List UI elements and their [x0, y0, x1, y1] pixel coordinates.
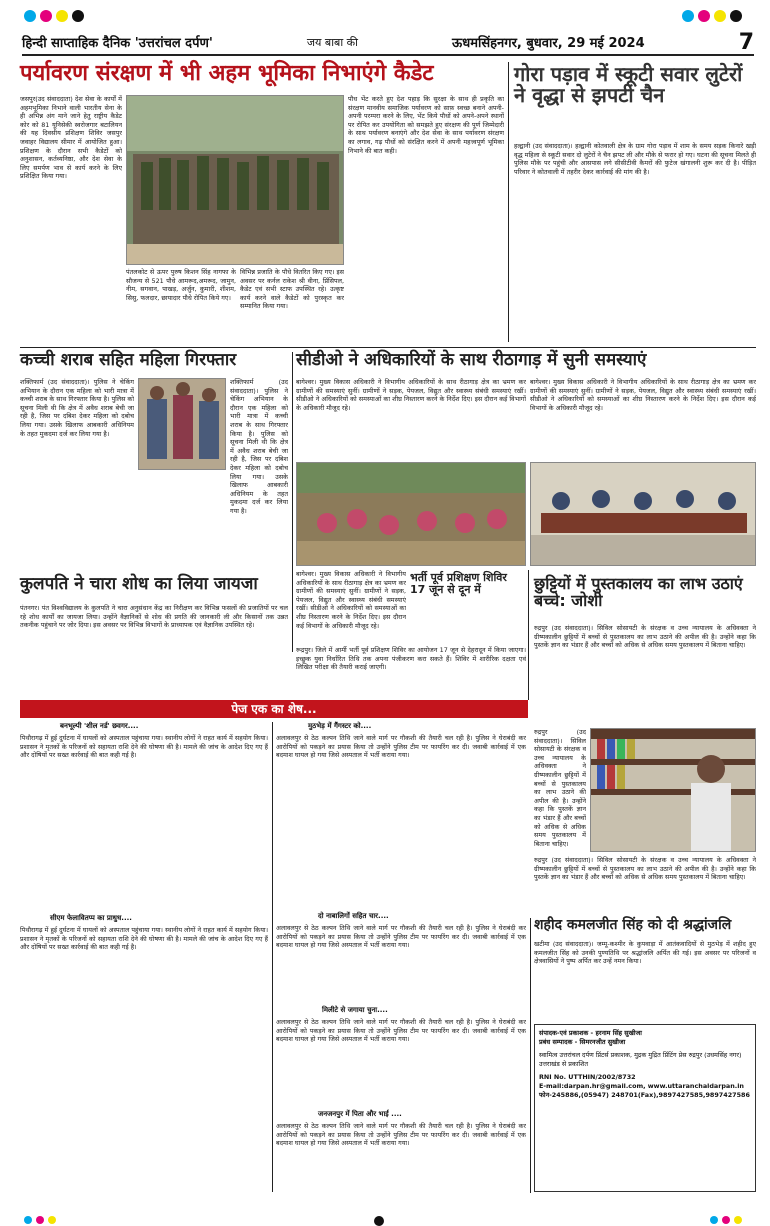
article-7-body-b: रुद्रपुर (उद संवाददाता)। सिविल सोसायटी के संरक्षक व उच्च न्यायालय के अधिवक्ता ने ग्रीष्मकालीन छुट्टियों में बच्चों से पुस्तकालय का लाभ उठाने की अपील की है। उन्होंने कहा कि पुस्तकें ज्ञान का भंडार हैं और बच्चों को अधिक से अधिक समय पुस्तकालय में बिताना चाहिए।	[534, 728, 586, 848]
feature-right-body-b: अलावलपुर से ठेठ कल्पन तिथि जाने वाले मार्ग पर गौकशी की तैयारी चल रही है। पुलिस ने घेराबंदी कर आरोपियों को पकड़ने का प्रयास किया तो उन्होंने पुलिस टीम पर फायरिंग कर दी। जवाबी कार्रवाई में एक बदमाश घायल हो गया जिसे अस्पताल में भर्ती कराया गया।	[276, 924, 526, 950]
editor-label: संपादक-एवं प्रकाशक	[539, 1029, 589, 1037]
article-5-body: पंतनगर। पंत विश्वविद्यालय के कुलपति ने चारा अनुसंधान केंद्र का निरीक्षण कर विभिन्न फसलों की प्रजातियों पर चल रहे शोध कार्यों का जायजा लिया। उन्होंने वैज्ञानिकों से शोध की प्रगति की जानकारी ली और किसानों तक उन्नत तकनीक पहुंचाने पर जोर दिया। इस अवसर पर विभिन्न विभागों के प्राध्यापक एवं वैज्ञानिक उपस्थित रहे।	[20, 604, 288, 630]
magenta-dot	[36, 1216, 44, 1224]
article-4-body: बागेश्वर। मुख्य विकास अधिकारी ने विभागीय अधिकारियों के साथ रीठागाड़ क्षेत्र का भ्रमण कर ग्रामीणों की समस्याएं सुनीं। ग्रामीणों ने सड़क, पेयजल, विद्युत और स्वास्थ्य संबंधी समस्याएं रखीं। सीडीओ ने अधिकारियों को समस्याओं का शीघ्र निस्तारण करने के निर्देश दिए। इस दौरान कई विभागों के अधिकारी मौजूद रहे।	[296, 378, 526, 412]
article-3-body-b: शक्तिफार्म (उद संवाददाता)। पुलिस ने चेकिंग अभियान के दौरान एक महिला को भारी मात्रा में कच्ची शराब के साथ गिरफ्तार किया है। पुलिस को सूचना मिली थी कि क्षेत्र में अवैध शराब बेची जा रही है, जिस पर दबिश देकर महिला को दबोच लिया गया। उसके खिलाफ आबकारी अधिनियम के तहत मुकदमा दर्ज कर लिया गया है।	[230, 378, 288, 515]
cyan-dot	[710, 1216, 718, 1224]
magenta-dot	[40, 10, 52, 22]
article-1-body-col4: पौध भेंट करते हुए देश पहाड़ कि सुरक्षा के साथ ही प्रकृति का संरक्षण मानवीय समाजिक पर्यावरण को साफ़ स्वच्छ बनाने अपनी-अपनी परम्परा करने के लिए, भेंट किये पौधों को अपने-अपने स्थानों पर रोपित कर उपयोगिता को समझते हुए संरक्षण की पूर्ण जिम्मेदारी के साथ पर्यावरण बनाएंगे और देश सेवा के साथ पर्यावरण संरक्षण का लगाव, गढ़ पौधों को संरक्षित करने में अपनी महत्त्वपूर्ण भूमिका निभाने की बात कही।	[348, 95, 504, 155]
article-1-headline: पर्यावरण संरक्षण में भी अहम भूमिका निभाएंगे कैडेट	[20, 61, 434, 86]
registration-marks	[0, 6, 770, 24]
arrest-photo	[138, 378, 226, 470]
cyan-dot	[682, 10, 694, 22]
cyan-dot	[24, 10, 36, 22]
black-dot	[730, 10, 742, 22]
feature-left-body-b: पिथौरागढ़ में हुई दुर्घटना में घायलों को अस्पताल पहुंचाया गया। स्थानीय लोगों ने राहत कार्य में सहयोग किया। प्रशासन ने मृतकों के परिजनों को सहायता राशि देने की घोषणा की है। मामले की जांच के आदेश दिए गए हैं और दोषियों पर सख्त कार्रवाई की बात कही गई है।	[20, 926, 268, 952]
yellow-dot	[734, 1216, 742, 1224]
paper-name: हिन्दी साप्ताहिक दैनिक 'उत्तरांचल दर्पण'	[22, 36, 213, 51]
feature-right-body-c: अलावलपुर से ठेठ कल्पन तिथि जाने वाले मार्ग पर गौकशी की तैयारी चल रही है। पुलिस ने घेराबंदी कर आरोपियों को पकड़ने का प्रयास किया तो उन्होंने पुलिस टीम पर फायरिंग कर दी। जवाबी कार्रवाई में एक बदमाश घायल हो गया जिसे अस्पताल में भर्ती कराया गया।	[276, 1018, 526, 1044]
article-4-headline: सीडीओ ने अधिकारियों के साथ रीठागाड़ में सुनी समस्याएं	[296, 350, 647, 370]
arrest-photo-image	[139, 379, 226, 470]
feature-right-sub-2: दो नाबालिगों सहित चार....	[318, 912, 389, 920]
section-rule	[20, 347, 756, 348]
imprint-regd: RNI No. UTTHIN/2002/8732	[539, 1073, 636, 1081]
feature-left-sub-2: सीएम फेलावितप्प का प्राधुध....	[50, 914, 132, 922]
publisher-label: प्रबंध सम्पादक	[539, 1038, 573, 1046]
cdo-visit-photo-2-image	[531, 463, 756, 566]
masthead	[22, 30, 754, 56]
motto: जय बाबा की	[306, 35, 358, 49]
feature-right-body-d: अलावलपुर से ठेठ कल्पन तिथि जाने वाले मार्ग पर गौकशी की तैयारी चल रही है। पुलिस ने घेराबंदी कर आरोपियों को पकड़ने का प्रयास किया तो उन्होंने पुलिस टीम पर फायरिंग कर दी। जवाबी कार्रवाई में एक बदमाश घायल हो गया जिसे अस्पताल में भर्ती कराया गया।	[276, 1122, 526, 1148]
article-8-headline: शहीद कमलजीत सिंह को दी श्रद्धांजलि	[534, 917, 732, 933]
publisher-name: सिमरनजीत सुखीजा	[579, 1038, 626, 1046]
yellow-dot	[48, 1216, 56, 1224]
article-5-headline: कुलपति ने चारा शोध का लिया जायजा	[20, 574, 258, 594]
feature-band: पेज एक का शेष...	[20, 700, 528, 718]
column-divider	[272, 722, 273, 1192]
black-dot	[72, 10, 84, 22]
magenta-dot	[722, 1216, 730, 1224]
cadets-photo-image	[127, 96, 344, 265]
imprint-phone: फोन-245886,(05947) 248701(Fax),9897427585,9897427586	[539, 1091, 750, 1099]
article-3-headline: कच्ची शराब सहित महिला गिरफ्तार	[20, 350, 237, 370]
article-4-body-b: बागेश्वर। मुख्य विकास अधिकारी ने विभागीय अधिकारियों के साथ रीठागाड़ क्षेत्र का भ्रमण कर ग्रामीणों की समस्याएं सुनीं। ग्रामीणों ने सड़क, पेयजल, विद्युत और स्वास्थ्य संबंधी समस्याएं रखीं। सीडीओ ने अधिकारियों को समस्याओं का शीघ्र निस्तारण करने के निर्देश दिए। इस दौरान कई विभागों के अधिकारी मौजूद रहे।	[530, 378, 756, 412]
article-7-headline: छुट्टियों में पुस्तकालय का लाभ उठाएं बच्चे: जोशी	[534, 574, 743, 610]
article-6-body: रूद्रपुर। जिले में आर्मी भर्ती पूर्व प्रशिक्षण शिविर का आयोजन 17 जून से देहरादून में किया जाएगा। इच्छुक युवा निर्धारित तिथि तक अपना पंजीकरण करा सकते हैं। शिविर में शारीरिक दक्षता एवं लिखित परीक्षा की तैयारी कराई जाएगी।	[296, 646, 526, 672]
feature-right-sub-1: मुठभेड़ में गैंगस्टर को....	[308, 722, 372, 730]
article-2-body: हल्द्वानी (उद संवाददाता)। हल्द्वानी कोतवाली क्षेत्र के ग्राम गोरा पड़ाव में शाम के समय सड़क किनारे खड़ी वृद्ध महिला से स्कूटी सवार दो लुटेरों ने चैन झपट ली और मौके से फरार हो गए। घटना की सूचना मिलते ही पुलिस मौके पर पहुंची और आसपास लगे सीसीटीवी कैमरों की फुटेज खंगालनी शुरू कर दी है। पीड़ित परिवार ने कोतवाली में तहरीर देकर कार्रवाई की मांग की है।	[514, 142, 756, 176]
imprint-address: स्वामित्व उत्तरांचल दर्पण प्रिंटर्स प्रकाशक, मुद्रक मुद्रित प्रिंटिंग प्रेस रुद्रपुर (उधमसिंह नगर) उत्तराखंड से प्रकाशित	[539, 1051, 742, 1068]
feature-left-body: पिथौरागढ़ में हुई दुर्घटना में घायलों को अस्पताल पहुंचाया गया। स्थानीय लोगों ने राहत कार्य में सहयोग किया। प्रशासन ने मृतकों के परिजनों को सहायता राशि देने की घोषणा की है। मामले की जांच के आदेश दिए गए हैं और दोषियों पर सख्त कार्रवाई की बात कही गई है।	[20, 734, 268, 760]
black-dot	[374, 1216, 384, 1226]
article-3-body: शक्तिफार्म (उद संवाददाता)। पुलिस ने चेकिंग अभियान के दौरान एक महिला को भारी मात्रा में कच्ची शराब के साथ गिरफ्तार किया है। पुलिस को सूचना मिली थी कि क्षेत्र में अवैध शराब बेची जा रही है, जिस पर दबिश देकर महिला को दबोच लिया गया। उसके खिलाफ आबकारी अधिनियम के तहत मुकदमा दर्ज कर लिया गया है।	[20, 378, 134, 438]
bottom-registration-marks	[0, 1212, 770, 1222]
article-1-body: जसपुर(उद संवाददाता) देश सेवा के कार्यों में अहमभूमिका निभाने वाली भारतीय सेना के ही अभिन्न अंग माने जाने हेतु राष्ट्रीय कैडेट कोर को 81 यूनिसेकी स्वरोजगार बटालियन की यह दिवसीय प्रशिक्षण शिविर जसपुर जवाहर विद्यालय सीमार में आयोजित हुआ। प्रशिक्षण के दौरान सभी कैडेटों को अनुशासन, कर्तव्यनिष्ठा, और देश सेवा के लिए समर्पण भाव से कार्य करने के लिए प्रशिक्षित किया गया।	[20, 95, 122, 181]
column-divider	[292, 352, 293, 652]
yellow-dot	[714, 10, 726, 22]
feature-right-body: अलावलपुर से ठेठ कल्पन तिथि जाने वाले मार्ग पर गौकशी की तैयारी चल रही है। पुलिस ने घेराबंदी कर आरोपियों को पकड़ने का प्रयास किया तो उन्होंने पुलिस टीम पर फायरिंग कर दी। जवाबी कार्रवाई में एक बदमाश घायल हो गया जिसे अस्पताल में भर्ती कराया गया।	[276, 734, 526, 760]
column-divider	[528, 570, 529, 700]
cdo-visit-photo-1-image	[297, 463, 526, 566]
cadets-photo-caption: पंतलकोट से ऊपर पुरुष किशन सिंह नागफा के सौजन्य से 521 पौधे आमरूद,अमरूद, जामुन, नीम, सगवान, पाखड़, अर्जुन, कुमारी, शीशम, सिसु, फलदार, छायादार पौधे रोपित किये गए।	[126, 268, 236, 302]
feature-right-sub-4: जनजनपुर में पिता और भाई ....	[318, 1110, 402, 1118]
feature-left-sub-1: बनभूल्पी 'शील नर्ड' छवगर....	[60, 722, 139, 730]
cdo-visit-photo-2	[530, 462, 756, 566]
editor-name: हरनाम सिंह सुखीजा	[595, 1029, 642, 1037]
article-1-body-col3: विभिन्न प्रजाति के पौधे वितरित किए गए। इस अवसर पर कर्नल राकेश श्री वीना, प्रिंसिपल, कैडेट एवं सभी स्टाफ उपस्थित रहे। उत्कृष्ट कार्य करने वाले कैडेटों को पुरस्कृत कर सम्मानित किया गया।	[240, 268, 344, 311]
article-6-headline: भर्ती पूर्व प्रशिक्षण शिविर 17 जून से दून में	[410, 571, 507, 596]
cyan-dot	[24, 1216, 32, 1224]
article-7-body-c: रुद्रपुर (उद संवाददाता)। सिविल सोसायटी के संरक्षक व उच्च न्यायालय के अधिवक्ता ने ग्रीष्मकालीन छुट्टियों में बच्चों से पुस्तकालय का लाभ उठाने की अपील की है। उन्होंने कहा कि पुस्तकें ज्ञान का भंडार हैं और बच्चों को अधिक से अधिक समय पुस्तकालय में बिताना चाहिए।	[534, 856, 756, 882]
article-4-body-c: बागेश्वर। मुख्य विकास अधिकारी ने विभागीय अधिकारियों के साथ रीठागाड़ क्षेत्र का भ्रमण कर ग्रामीणों की समस्याएं सुनीं। ग्रामीणों ने सड़क, पेयजल, विद्युत और स्वास्थ्य संबंधी समस्याएं रखीं। सीडीओ ने अधिकारियों को समस्याओं का शीघ्र निस्तारण करने के निर्देश दिए। इस दौरान कई विभागों के अधिकारी मौजूद रहे।	[296, 570, 406, 630]
dateline: ऊधमसिंहनगर, बुधवार, 29 मई 2024	[452, 36, 645, 51]
imprint-email: E-mail:darpan.hr@gmail.com, www.uttaranchaldarpan.in	[539, 1082, 744, 1090]
article-2-headline: गोरा पड़ाव में स्कूटी सवार लुटेरों ने वृद्धा से झपटी चैन	[514, 62, 743, 107]
cadets-photo	[126, 95, 344, 265]
cdo-visit-photo-1	[296, 462, 526, 566]
magenta-dot	[698, 10, 710, 22]
column-divider	[508, 62, 509, 342]
article-7-body: रुद्रपुर (उद संवाददाता)। सिविल सोसायटी के संरक्षक व उच्च न्यायालय के अधिवक्ता ने ग्रीष्मकालीन छुट्टियों में बच्चों से पुस्तकालय का लाभ उठाने की अपील की है। उन्होंने कहा कि पुस्तकें ज्ञान का भंडार हैं और बच्चों को अधिक से अधिक समय पुस्तकालय में बिताना चाहिए।	[534, 624, 756, 650]
imprint-box: संपादक-एवं प्रकाशक - हरनाम सिंह सुखीजा प्रबंध सम्पादक - सिमरनजीत सुखीजा स्वामित्व उत्तरांचल दर्पण प्रिंटर्स प्रकाशक, मुद्रक मुद्रित प्रिंटिंग प्रेस रुद्रपुर (उधमसिंह नगर) उत्तराखंड से प्रकाशित RNI No. UTTHIN/2002/8732 E-mail:darpan.hr@gmail.com, www.uttaranchaldarpan.in फोन-245886,(05947) 248701(Fax),9897427585,9897427586	[534, 1024, 756, 1192]
article-8-body: खटीमा (उद संवाददाता)। जम्मू-कश्मीर के कुपवाड़ा में आतंकवादियों से मुठभेड़ में शहीद हुए कमलजीत सिंह को उनकी पुण्यतिथि पर श्रद्धांजलि अर्पित की गई। इस अवसर पर परिजनों व क्षेत्रवासियों ने पुष्प अर्पित कर उन्हें नमन किया।	[534, 940, 756, 966]
yellow-dot	[56, 10, 68, 22]
feature-right-sub-3: मिलीटे से जगाया चुना....	[322, 1006, 388, 1014]
page-number: 7	[738, 29, 754, 55]
column-divider	[530, 918, 531, 1193]
library-photo	[590, 728, 756, 852]
library-photo-image	[591, 729, 756, 852]
